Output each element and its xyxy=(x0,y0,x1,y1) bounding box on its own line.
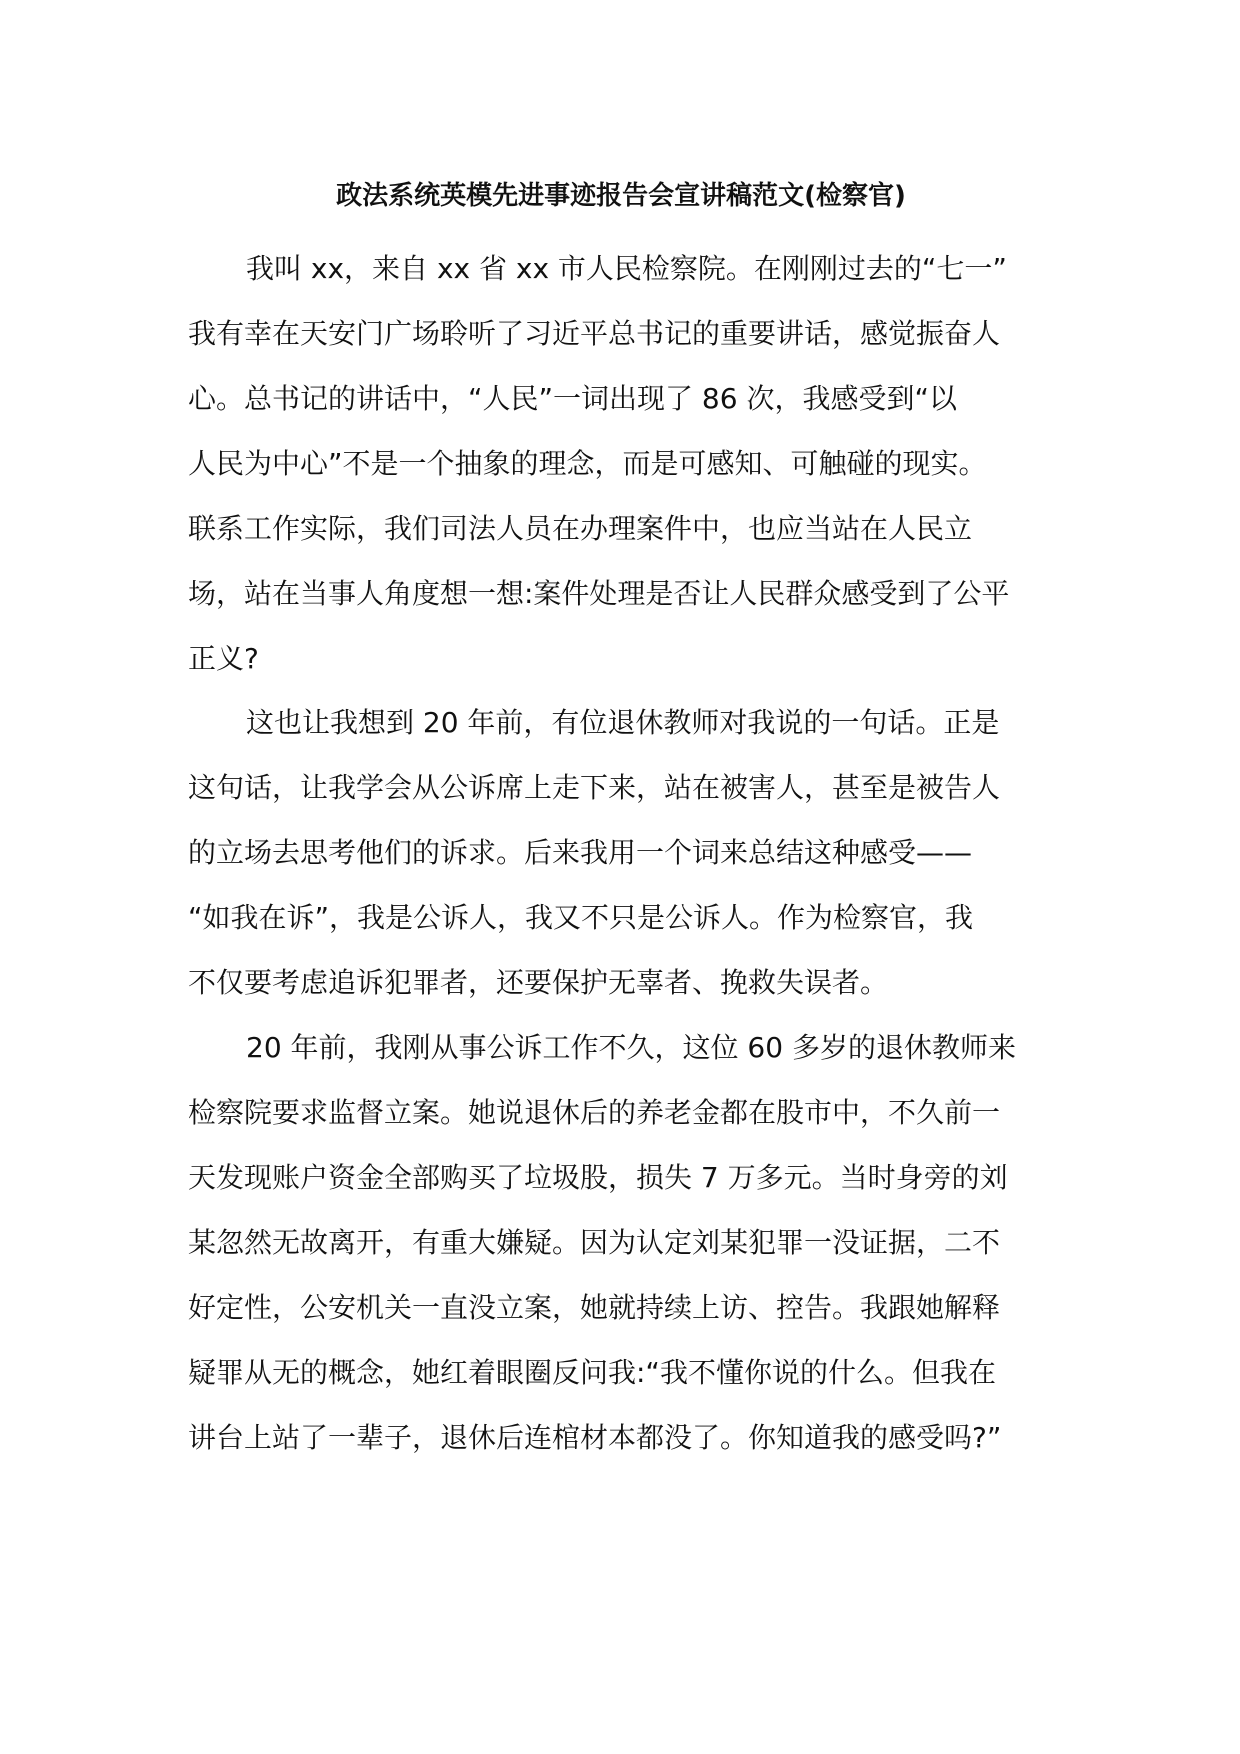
paragraph-2 xyxy=(188,690,1054,1015)
paragraph-line: 疑罪从无的概念，她红着眼圈反问我:“我不懂你说的什么。但我在 xyxy=(188,1356,996,1389)
paragraph-line: 这也让我想到 20 年前，有位退休教师对我说的一句话。正是 xyxy=(246,706,1000,739)
paragraph-line: 20 年前，我刚从事公诉工作不久，这位 60 多岁的退休教师来 xyxy=(246,1031,1016,1064)
paragraph-line: 我叫 xx，来自 xx 省 xx 市人民检察院。在刚刚过去的“七一” xyxy=(246,252,1007,285)
paragraph-line: “如我在诉”，我是公诉人，我又不只是公诉人。作为检察官，我 xyxy=(188,901,974,934)
paragraph-line: 人民为中心”不是一个抽象的理念，而是可感知、可触碰的现实。 xyxy=(188,447,987,480)
document-title: 政法系统英模先进事迹报告会宣讲稿范文(检察官) xyxy=(336,181,906,211)
paragraph-line: 天发现账户资金全部购买了垃圾股，损失 7 万多元。当时身旁的刘 xyxy=(188,1161,1008,1194)
paragraph-line: 好定性，公安机关一直没立案，她就持续上访、控告。我跟她解释 xyxy=(188,1291,1001,1324)
paragraph-line: 不仅要考虑追诉犯罪者，还要保护无辜者、挽救失误者。 xyxy=(188,966,889,999)
paragraph-line: 检察院要求监督立案。她说退休后的养老金都在股市中，不久前一 xyxy=(188,1096,1001,1129)
paragraph-line: 心。总书记的讲话中，“人民”一词出现了 86 次，我感受到“以 xyxy=(188,382,957,415)
paragraph-line: 讲台上站了一辈子，退休后连棺材本都没了。你知道我的感受吗?” xyxy=(188,1421,1002,1454)
paragraph-line: 场，站在当事人角度想一想:案件处理是否让人民群众感受到了公平 xyxy=(188,577,1010,610)
paragraph-line: 这句话，让我学会从公诉席上走下来，站在被害人，甚至是被告人 xyxy=(188,771,1001,804)
paragraph-line: 某忽然无故离开，有重大嫌疑。因为认定刘某犯罪一没证据，二不 xyxy=(188,1226,1001,1259)
paragraph-line: 的立场去思考他们的诉求。后来我用一个词来总结这种感受—— xyxy=(188,836,973,869)
paragraph-line: 联系工作实际，我们司法人员在办理案件中，也应当站在人民立 xyxy=(188,512,973,545)
paragraph-1 xyxy=(188,236,1054,691)
paragraph-line: 我有幸在天安门广场聆听了习近平总书记的重要讲话，感觉振奋人 xyxy=(188,317,1001,350)
paragraph-line: 正义? xyxy=(188,642,259,675)
paragraph-3 xyxy=(188,1015,1054,1470)
